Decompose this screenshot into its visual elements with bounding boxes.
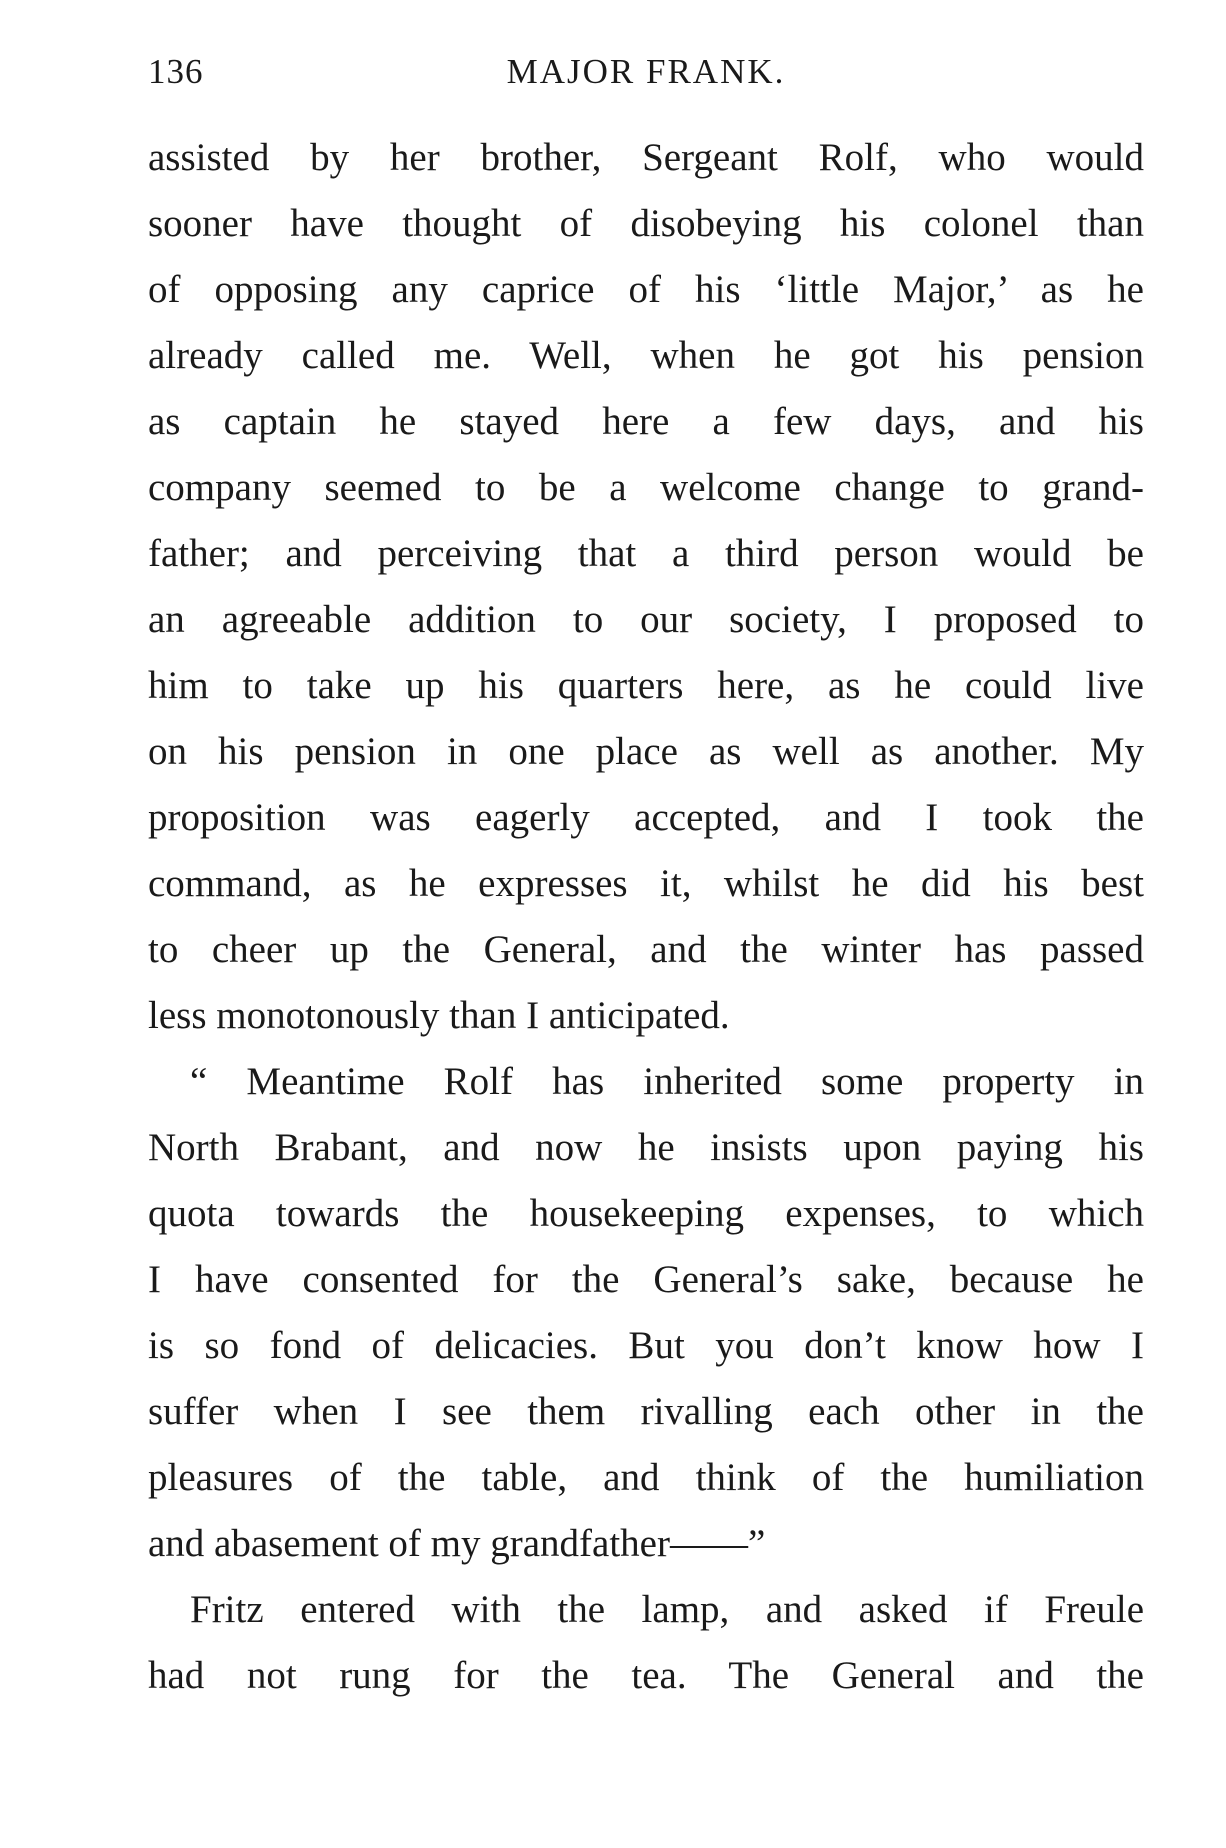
text-line: suffer when I see them rivalling each other in the [148, 1390, 1144, 1433]
text-line: as captain he stayed here a few days, and his [148, 400, 1144, 443]
text-line: father; and perceiving that a third person would be [148, 532, 1144, 575]
text-line: to cheer up the General, and the winter has passed [148, 928, 1144, 971]
text-line: “ Meantime Rolf has inherited some property in [190, 1060, 1144, 1103]
text-line: an agreeable addition to our society, I proposed to [148, 598, 1144, 641]
text-line: on his pension in one place as well as another. My [148, 730, 1144, 773]
text-line: of opposing any caprice of his ‘little Major,’ as he [148, 268, 1144, 311]
body-text [148, 125, 1144, 1709]
text-line: quota towards the housekeeping expenses, to which [148, 1192, 1144, 1235]
text-line: sooner have thought of disobeying his colonel than [148, 202, 1144, 245]
text-line: Fritz entered with the lamp, and asked if Freule [190, 1588, 1144, 1631]
text-line: pleasures of the table, and think of the humiliation [148, 1456, 1144, 1499]
text-line: command, as he expresses it, whilst he did his best [148, 862, 1144, 905]
text-line: and abasement of my grandfather——” [148, 1522, 766, 1565]
text-line: North Brabant, and now he insists upon paying his [148, 1126, 1144, 1169]
text-line: I have consented for the General’s sake, because he [148, 1258, 1144, 1301]
text-line: had not rung for the tea. The General and the [148, 1654, 1144, 1697]
text-line: is so fond of delicacies. But you don’t know how I [148, 1324, 1144, 1367]
running-title: MAJOR FRANK. [506, 52, 786, 91]
text-line: already called me. Well, when he got his pension [148, 334, 1144, 377]
text-line: company seemed to be a welcome change to grand- [148, 466, 1144, 509]
text-line: assisted by her brother, Sergeant Rolf, who would [148, 136, 1144, 179]
page-number: 136 [148, 52, 204, 91]
text-line: less monotonously than I anticipated. [148, 994, 730, 1037]
text-line: him to take up his quarters here, as he could live [148, 664, 1144, 707]
running-head [148, 52, 1144, 102]
text-line: proposition was eagerly accepted, and I took the [148, 796, 1144, 839]
